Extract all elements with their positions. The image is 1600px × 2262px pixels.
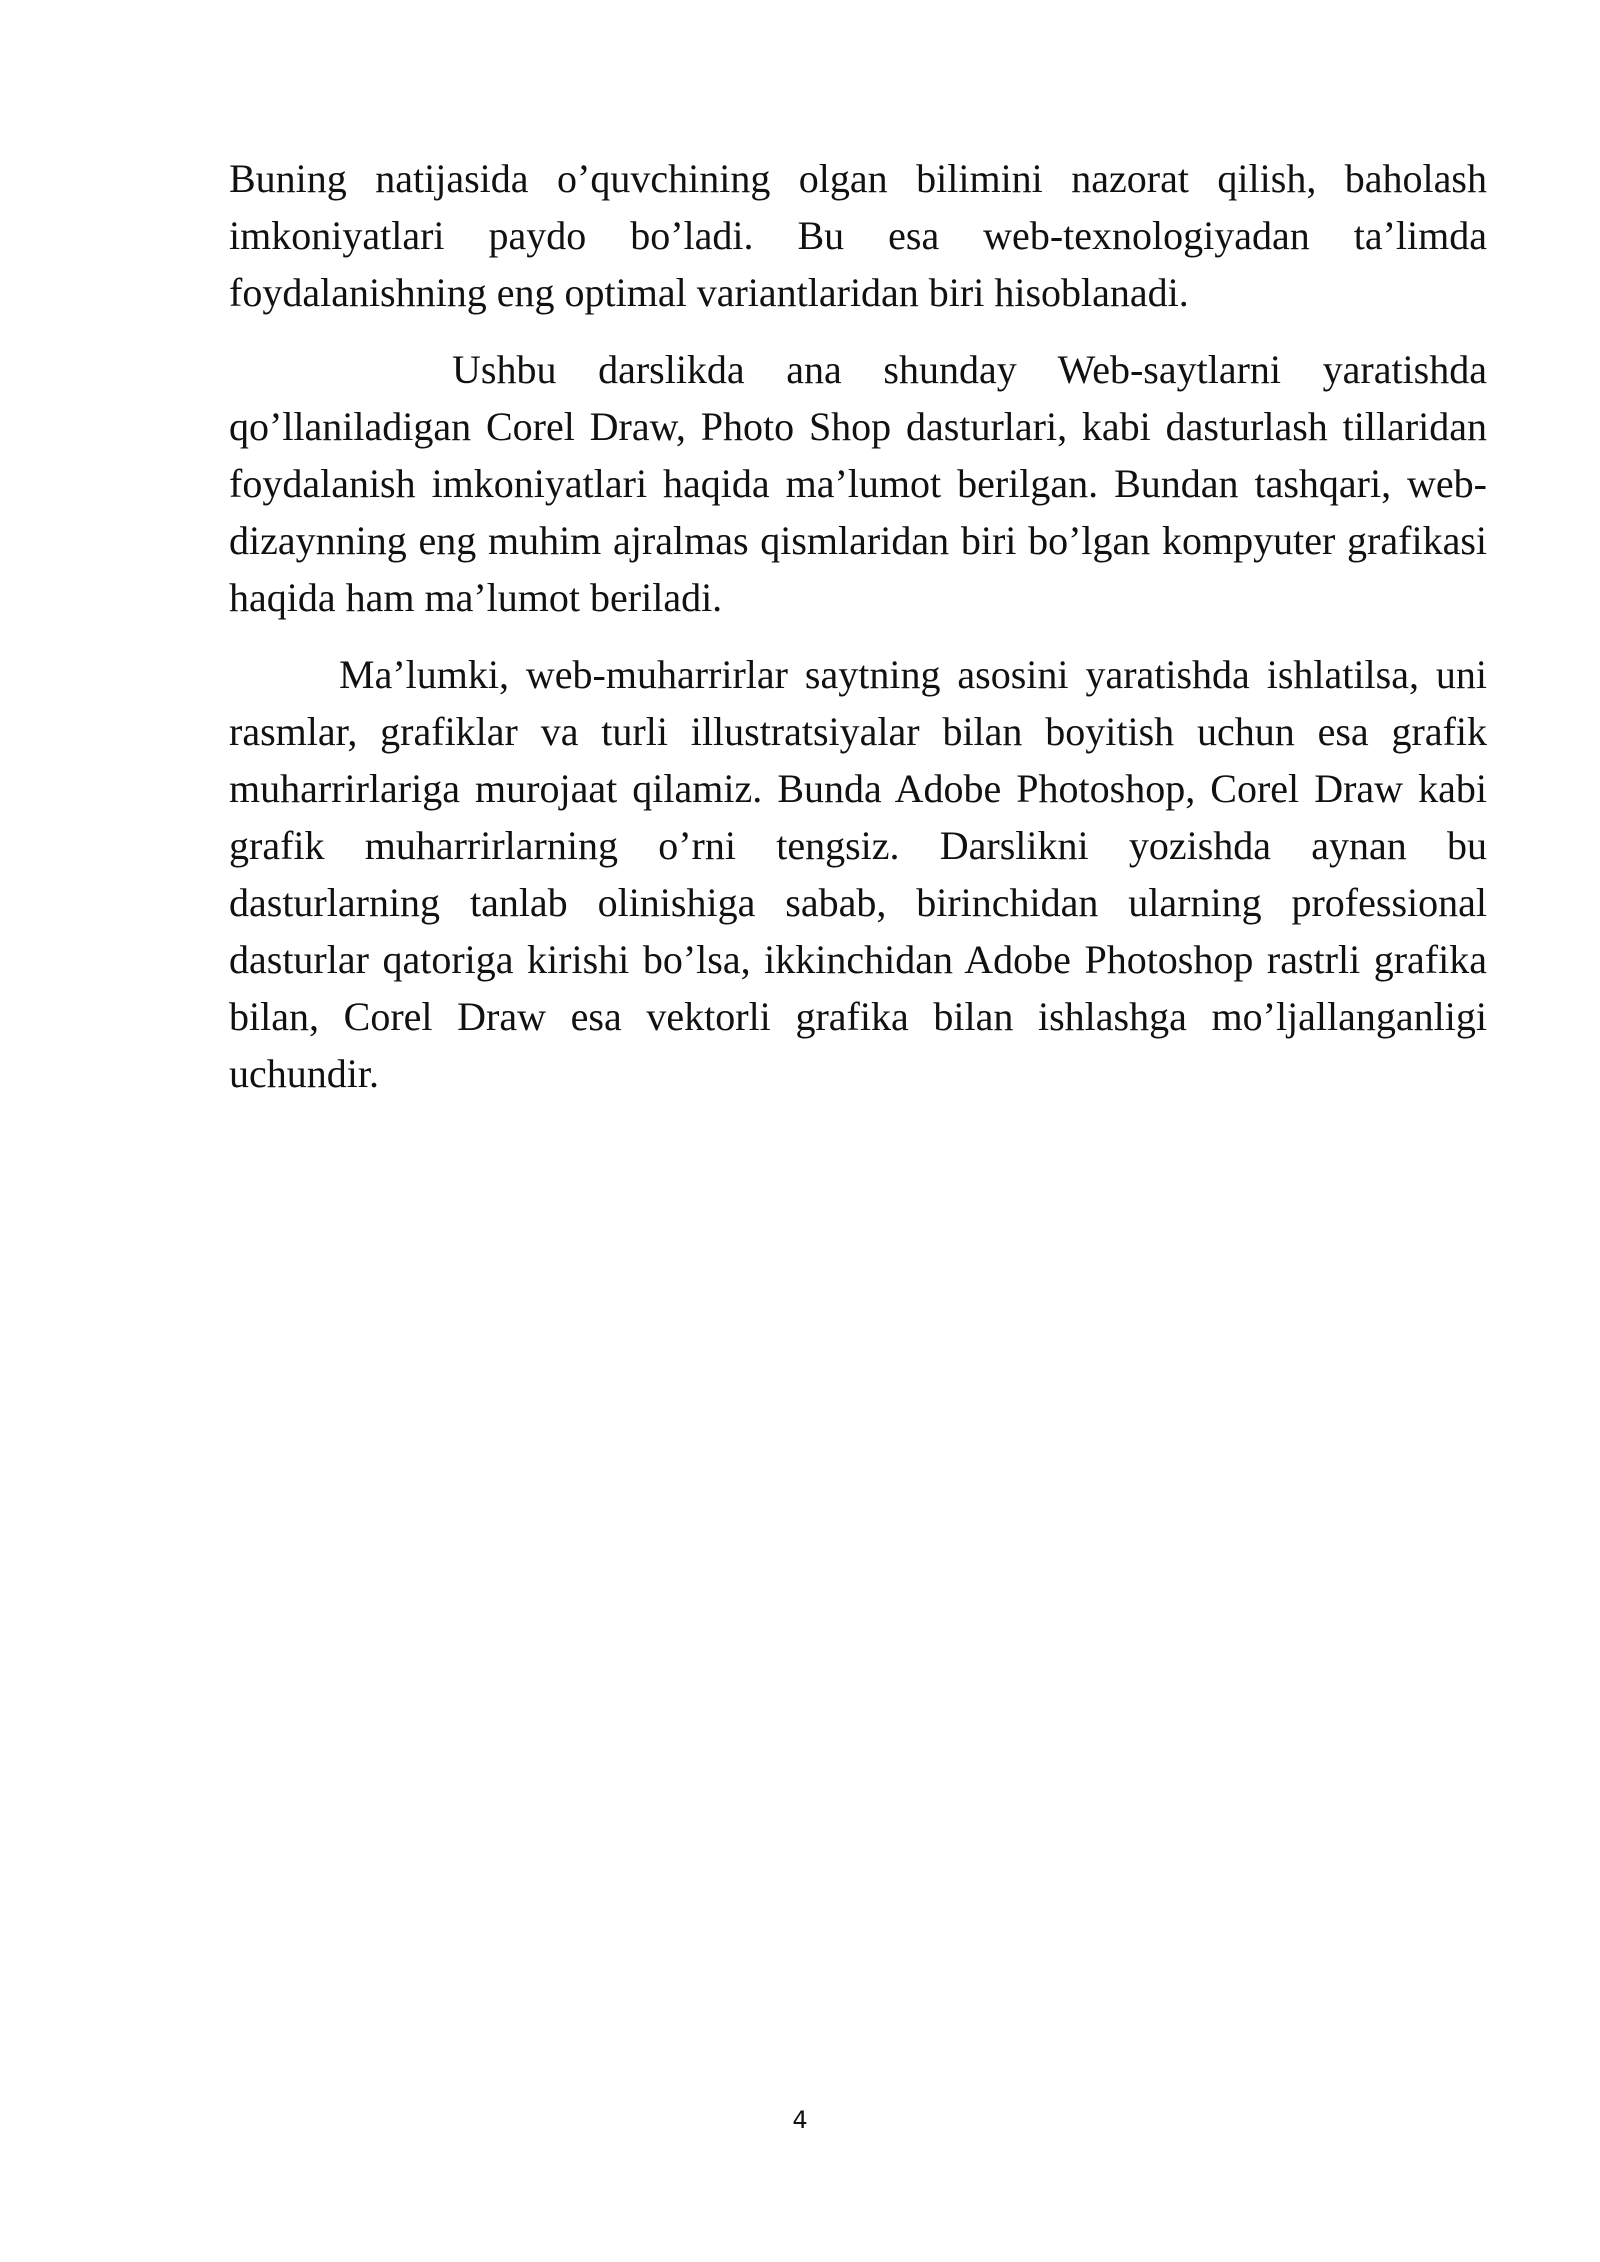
page-number: 4 [792, 2106, 808, 2134]
paragraph-3: Ma’lumki, web-muharrirlar saytning asosini yaratishda ishlatilsa, uni rasmlar, grafiklar va turli illustratsiyalar bilan boyitish uchun esa grafik muharrirlariga murojaat qilamiz. Bunda Adobe Photoshop, Corel Draw kabi grafik muharrirlarning o’rni tengsiz. Darslikni yozishda aynan bu dasturlarning tanlab olinishiga sabab, birinchidan ularning professional dasturlar qatoriga kirishi bo’lsa, ikkinchidan Adobe Photoshop rastrli grafika bilan, Corel Draw esa vektorli grafika bilan ishlashga mo’ljallanganligi uchundir. [229, 652, 1487, 1096]
document-body [229, 150, 1487, 1122]
paragraph-1: Buning natijasida o’quvchining olgan bilimini nazorat qilish, baholash imkoniyatlari paydo bo’ladi. Bu esa web-texnologiyadan ta’limda foydalanishning eng optimal variantlaridan biri hisoblanadi. [229, 156, 1487, 315]
paragraph-2: Ushbu darslikda ana shunday Web-saytlarni yaratishda qo’llaniladigan Corel Draw, Photo Shop dasturlari, kabi dasturlash tillaridan foydalanish imkoniyatlari haqida ma’lumot berilgan. Bundan tashqari, web-dizaynning eng muhim ajralmas qismlaridan biri bo’lgan kompyuter grafikasi haqida ham ma’lumot beriladi. [229, 347, 1487, 620]
